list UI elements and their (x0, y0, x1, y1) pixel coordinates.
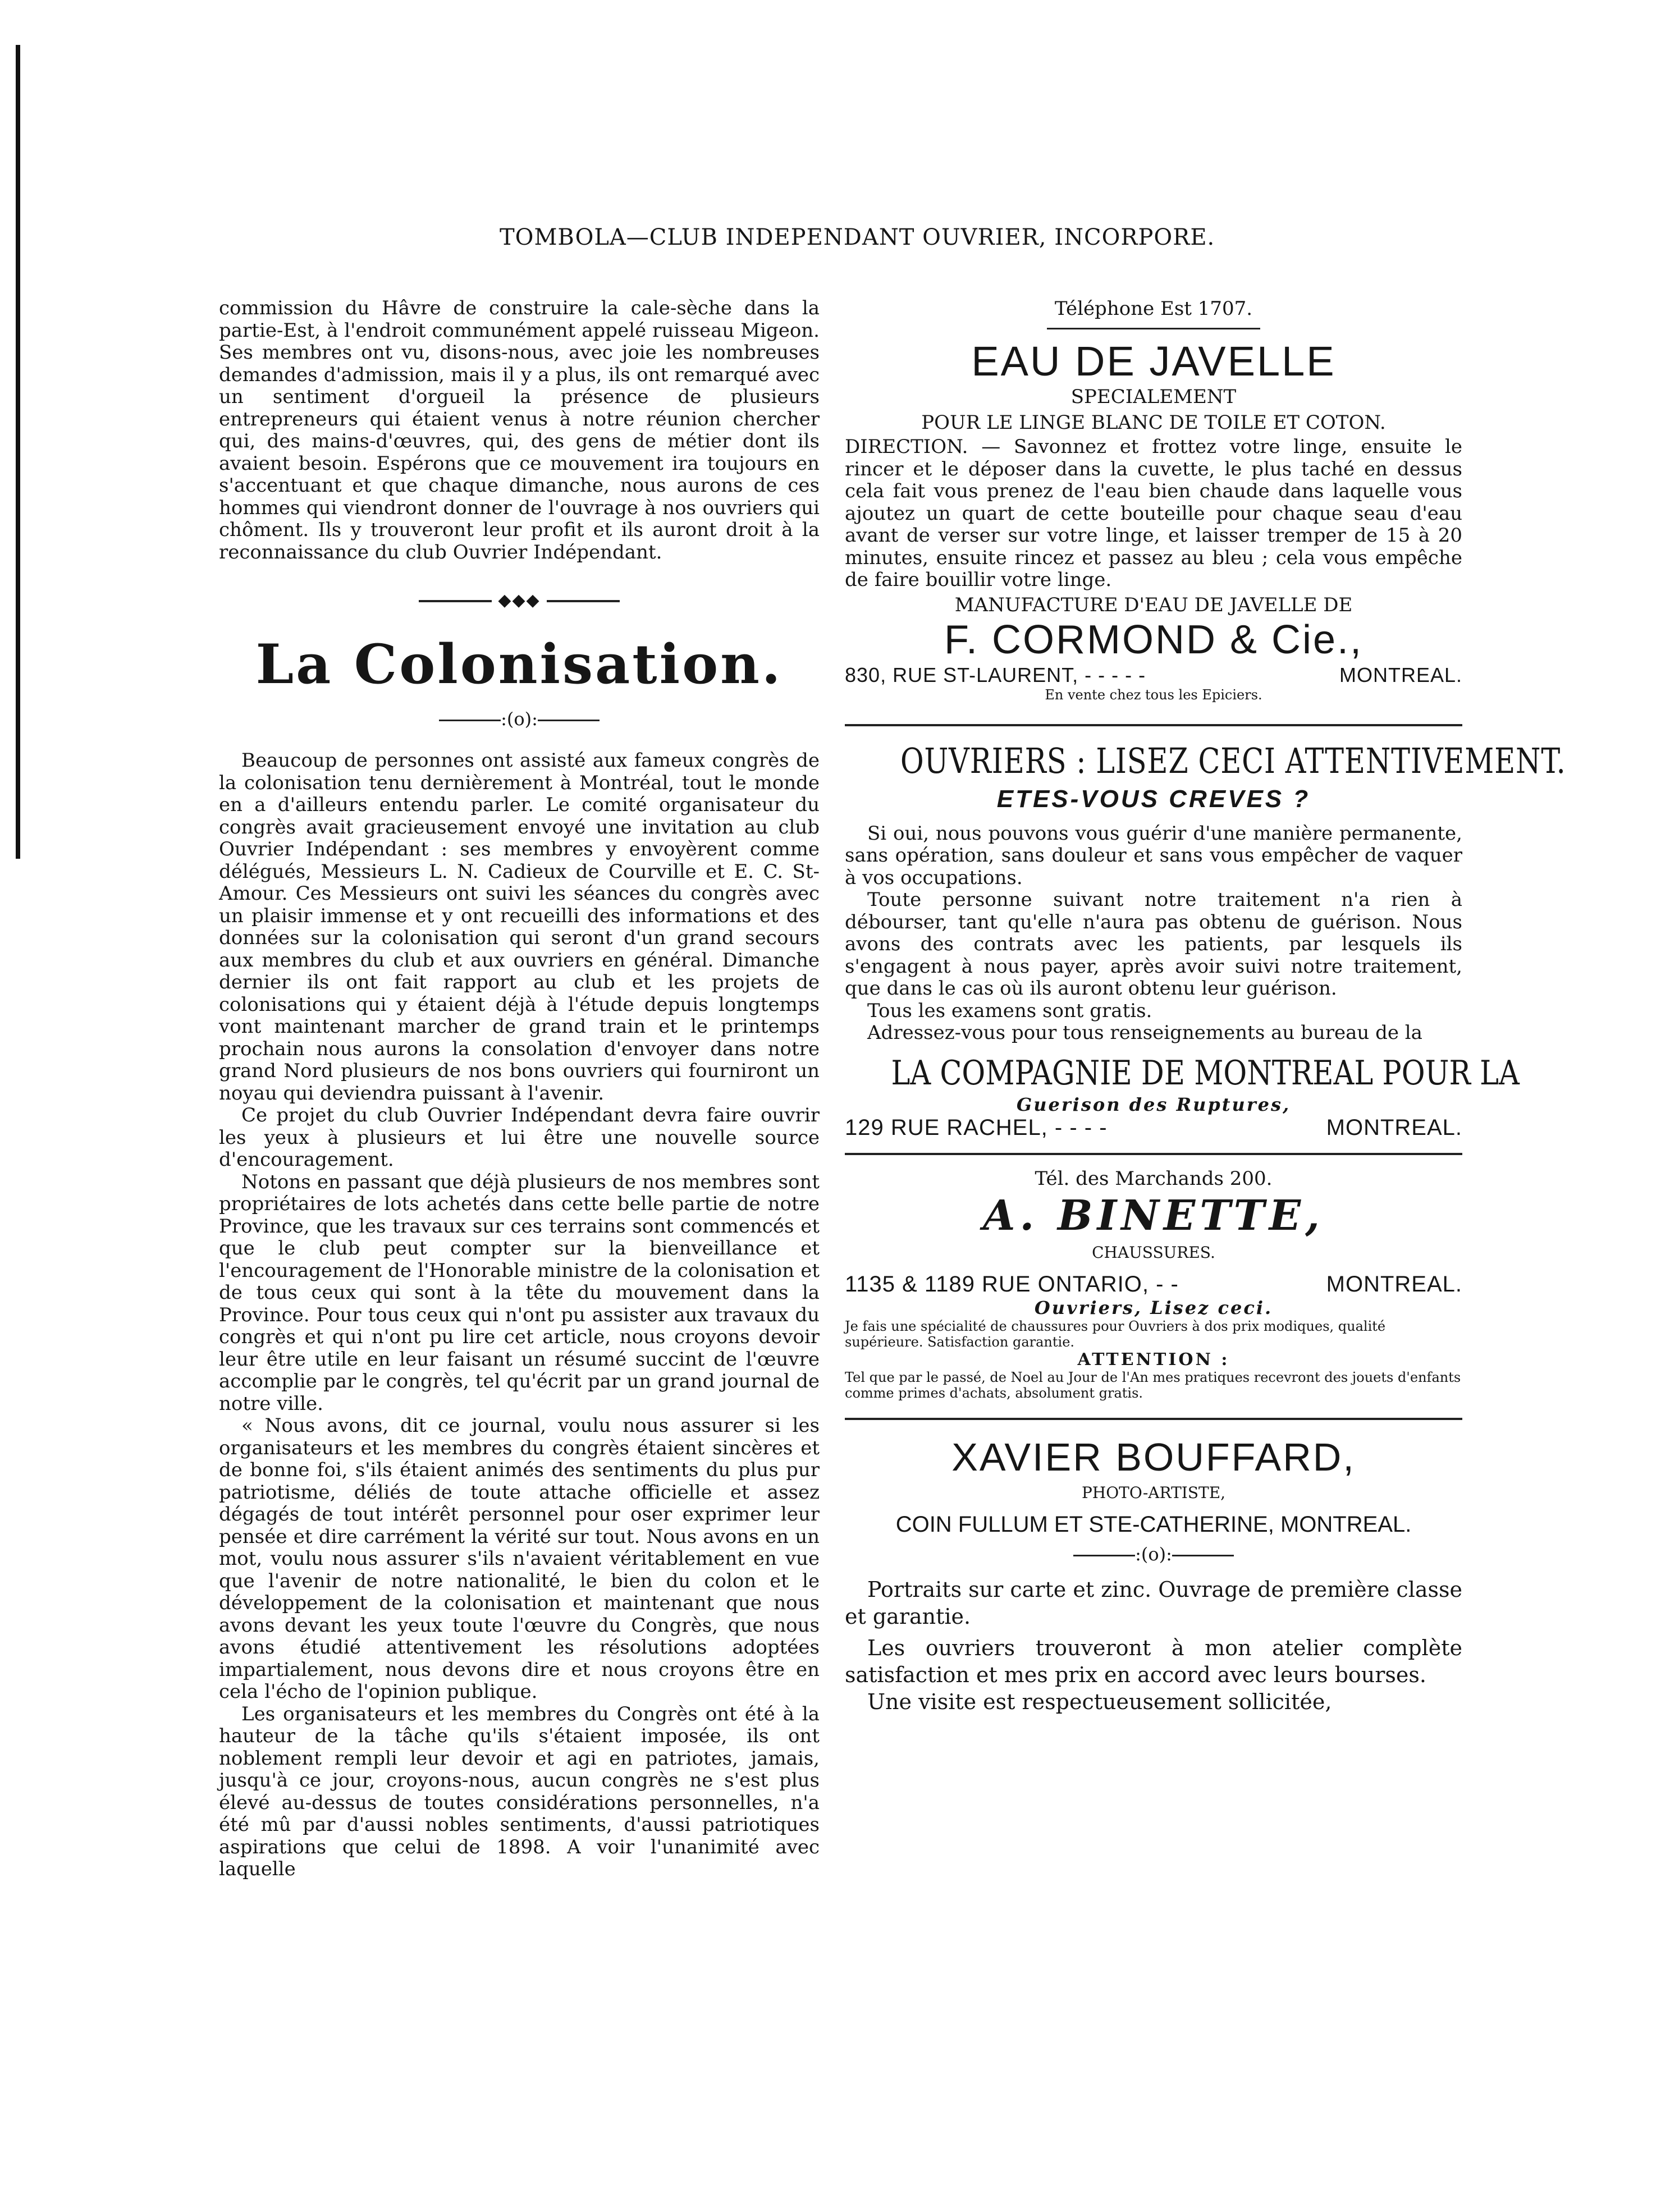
ad-body: Je fais une spécialité de chaussures pour Ouvriers à dos prix modiques, qualité supérieure. Satisfaction garantie. (845, 1318, 1386, 1350)
article-paragraph: « Nous avons, dit ce journal, voulu nous assurer si les organisateurs et les membres du congrès étaient sincères et de bonne foi, s'ils étaient animés des sentiments du plus pur patriotisme, déliés de toute attache officielle et assez dégagés de tout intérêt personnel pour oser exprimer leur pensée et dire carrément la vérité sur tout. Nous avons en un mot, voulu nous assurer s'ils n'avaient véritablement en vue que l'avenir de notre nationalité, le bien du colon et le développement de la colonisation et maintenant que nous avons devant les yeux toute l'œuvre du Congrès, que nous avons étudié attentivement les résolutions adoptées impartialement, nous devons dire et nous croyons être en cela l'écho de l'opinion publique. (219, 1414, 820, 1703)
ad-note: En vente chez tous les Epiciers. (1045, 686, 1262, 703)
article-paragraph: Notons en passant que déjà plusieurs de nos membres sont propriétaires de lots achetés dans cette belle partie de notre Province, que les travaux sur ces terrains sont commencés et que le club peut compter sur la bienveillance et l'encouragement de l'Honorable ministre de la colonisation et de tous ceux qui sont à la tête du mouvement dans la Province. Pour tous ceux qui n'ont pu assister aux travaux du congrès et qui n'ont pu lire cet article, nous croyons devoir leur être utile en leur faisant un résumé succint de l'œuvre accomplie par le congrès, tel qu'écrit par un grand journal de notre ville. (219, 1170, 820, 1415)
ad-phone: Téléphone Est 1707. (1054, 297, 1253, 320)
ad-address-line: 129 RUE RACHEL, - - - - MONTREAL. (845, 1115, 1462, 1140)
ad-bouffard (845, 1432, 1462, 1715)
ad-company: LA COMPAGNIE DE MONTREAL POUR LA (891, 1053, 1520, 1093)
ad-title: XAVIER BOUFFARD, (951, 1435, 1356, 1479)
ad-separator: :(o): (845, 1544, 1462, 1565)
page-header: TOMBOLA—CLUB INDEPENDANT OUVRIER, INCORPORE. (500, 225, 1215, 250)
ad-subtitle: PHOTO-ARTISTE, (1081, 1483, 1226, 1502)
ad-manufacture: MANUFACTURE D'EAU DE JAVELLE DE (954, 593, 1353, 616)
ad-company: F. CORMOND & Cie., (944, 617, 1364, 662)
ad-heading: Ouvriers, Lisez ceci. (1034, 1297, 1273, 1318)
ad-binette (845, 1167, 1462, 1401)
ad-body: Tel que par le passé, de Noel au Jour de l'An mes pratiques recevront des jouets d'enfants comme primes d'achats, absolument gratis. (845, 1369, 1461, 1401)
ad-address-line: 830, RUE ST-LAURENT, - - - - - MONTREAL. (845, 663, 1462, 686)
ad-body: Une visite est respectueusement sollicitée, (867, 1689, 1332, 1714)
title-separator: :(o): (219, 708, 820, 730)
section-divider (845, 1418, 1462, 1420)
ad-title: A. BINETTE, (983, 1191, 1324, 1240)
ad-address-line: 1135 & 1189 RUE ONTARIO, - - MONTREAL. (845, 1271, 1462, 1297)
article-paragraph: Les organisateurs et les membres du Congrès ont été à la hauteur de la tâche qu'ils s'étaient imposée, ils ont noblement rempli leur devoir et agi en patriotes, jamais, jusqu'à ce jour, croyons-nous, aucun congrès ne s'est plus élevé au-dessus de toutes considérations personnelles, n'a été mû par d'aussi nobles sentiments, d'aussi patriotiques aspirations que celui de 1898. A voir l'unanimité avec laquelle (219, 1702, 820, 1880)
ad-body: Tous les examens sont gratis. (867, 999, 1152, 1022)
ad-attention: ATTENTION : (1077, 1349, 1230, 1370)
divider (1047, 328, 1260, 329)
article-paragraph: Ce projet du club Ouvrier Indépendant devra faire ouvrir les yeux à plusieurs et lui être une nouvelle source d'encouragement. (219, 1104, 820, 1171)
ad-eau-de-javelle (845, 297, 1462, 703)
ad-title: OUVRIERS : LISEZ CECI ATTENTIVEMENT. (900, 740, 1566, 781)
ad-body: Les ouvriers trouveront à mon atelier complète satisfaction et mes prix en accord avec leurs bourses. (845, 1635, 1462, 1687)
ad-subtitle: POUR LE LINGE BLANC DE TOILE ET COTON. (921, 411, 1386, 434)
ad-body: Adressez-vous pour tous renseignements au bureau de la (867, 1022, 1422, 1044)
ad-company-sub: Guerison des Ruptures, (1016, 1093, 1291, 1115)
ad-subtitle: ETES-VOUS CREVES ? (996, 785, 1311, 813)
ad-body: DIRECTION. — Savonnez et frottez votre linge, ensuite le rincer et le déposer dans la cuvette, le plus taché en dessus cela fait vous prenez de l'eau bien chaude dans laquelle vous ajoutez un quart de cette bouteille pour chaque seau d'eau avant de verser sur votre linge, et laisser tremper de 15 à 20 minutes, ensuite rincez et passez au bleu ; cela vous empêche de faire bouillir votre linge. (845, 436, 1463, 591)
ad-phone: Tél. des Marchands 200. (1035, 1167, 1273, 1190)
ad-ouvriers (845, 739, 1566, 1141)
section-divider (845, 724, 1462, 726)
left-column (219, 297, 820, 1881)
right-column (845, 297, 1566, 1715)
article-title: La Colonisation. (255, 633, 783, 696)
ornament-divider: ◆◆◆ (219, 590, 820, 610)
page-edge-rule (16, 45, 20, 859)
article-paragraph: Beaucoup de personnes ont assisté aux fameux congrès de la colonisation tenu dernièrement à Montréal, tout le monde en a d'ailleurs entendu parler. Le comité organisateur du congrès avait gracieusement envoyé une invitation au club Ouvrier Indépendant : ses membres y envoyèrent comme délégués, Messieurs L. N. Cadieux de Courville et E. C. St-Amour. Ces Messieurs ont suivi les séances du congrès avec un plaisir immense et y ont recueilli des informations et des données sur la colonisation qui seront d'un grand secours aux membres du club et aux ouvriers en général. Dimanche dernier ils ont fait rapport au club et les projets de colonisations qui y étaient déjà à l'étude depuis longtemps vont maintenant marcher de grand train et le printemps prochain nous aurons la consolation d'envoyer dans notre grand Nord plusieurs de nos bons ouvriers qui fourniront un noyau qui deviendra puissant à l'avenir. (219, 749, 820, 1105)
ad-body: Toute personne suivant notre traitement n'a rien à débourser, tant qu'elle n'aura pas obtenu de guérison. Nous avons des contrats avec les patients, par lesquels ils s'engagent à nous payer, après avoir suivi notre traitement, que dans le cas où ils auront obtenu leur guérison. (845, 889, 1462, 1000)
section-divider (845, 1153, 1462, 1155)
ad-subtitle: SPECIALEMENT (1070, 386, 1237, 408)
ad-address: COIN FULLUM ET STE-CATHERINE, MONTREAL. (895, 1512, 1412, 1537)
ad-title: EAU DE JAVELLE (971, 338, 1336, 384)
ad-subtitle: CHAUSSURES. (1092, 1243, 1215, 1262)
ad-body: Portraits sur carte et zinc. Ouvrage de première classe et garantie. (845, 1577, 1462, 1629)
intro-paragraph: commission du Hâvre de construire la cale-sèche dans la partie-Est, à l'endroit communément appelé ruisseau Migeon. Ses membres ont vu, disons-nous, avec joie les nombreuses demandes d'admission, mais il y a plus, ils ont remarqué avec un sentiment d'orgueil la présence de plusieurs entrepreneurs qui étaient venus à notre réunion chercher qui, des mains-d'œuvres, qui, des gens de métier dont ils avaient besoin. Espérons que ce mouvement ira toujours en s'accentuant et que chaque dimanche, nous aurons de ces hommes qui viendront donner de l'ouvrage à nos ouvriers qui chôment. Ils y trouveront leur profit et ils auront droit à la reconnaissance du club Ouvrier Indépendant. (219, 297, 820, 564)
ad-body: Si oui, nous pouvons vous guérir d'une manière permanente, sans opération, sans douleur et sans vous empêcher de vaquer à vos occupations. (845, 822, 1462, 889)
